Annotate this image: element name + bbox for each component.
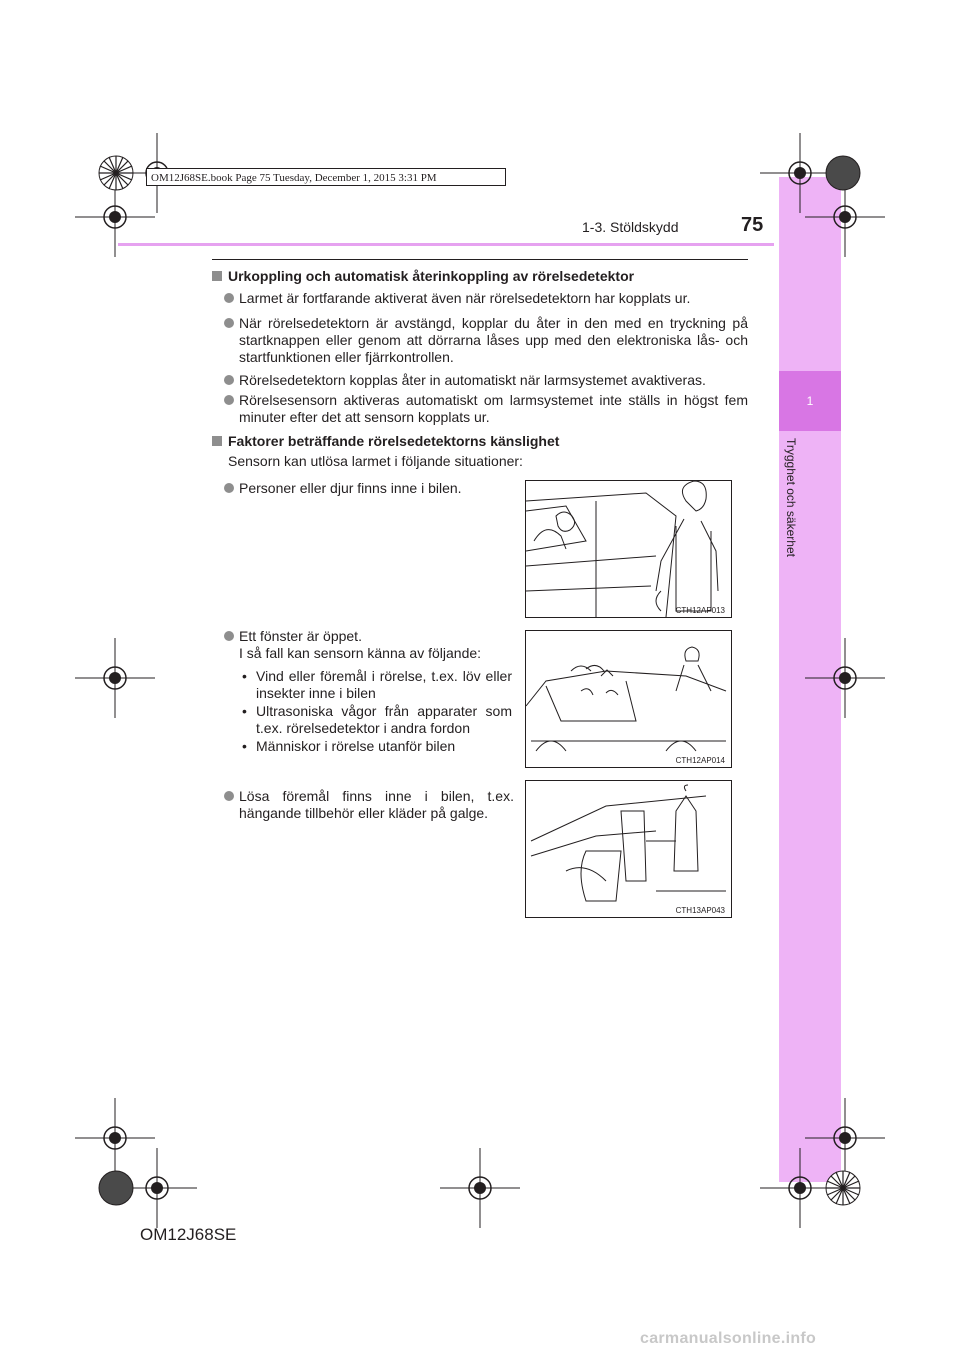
registration-mark-icon	[440, 1148, 520, 1228]
bullet-icon	[224, 293, 234, 303]
registration-mark-icon	[75, 638, 155, 718]
page-number: 75	[741, 214, 764, 236]
section-heading: Faktorer beträffande rörelsedetektorns känslighet	[212, 433, 559, 449]
bullet-icon	[224, 631, 234, 641]
section-title: 1-3. Stöldskydd	[582, 219, 679, 235]
figure-code: CTH13AP043	[675, 906, 725, 915]
print-stamp: OM12J68SE.book Page 75 Tuesday, December 1, 2015 3:31 PM	[146, 168, 506, 186]
footer-code: OM12J68SE	[140, 1225, 237, 1244]
bullet-icon	[224, 791, 234, 801]
section-heading: Urkoppling och automatisk återinkoppling av rörelsedetektor	[212, 268, 634, 284]
square-bullet-icon	[212, 271, 222, 281]
list-item: När rörelsedetektorn är avstängd, kopplar du åter in den med en tryckning på startknappen eller genom att dörrarna låses upp med den elektroniska lås- och startfunktionen eller fjärrkontrollen.	[224, 315, 748, 370]
figure-code: CTH12AP013	[675, 606, 725, 615]
list-item: Personer eller djur finns inne i bilen.	[224, 480, 514, 500]
color-bar-starburst-icon	[98, 155, 134, 191]
registration-mark-icon	[805, 638, 885, 718]
bullet-icon	[224, 375, 234, 385]
square-bullet-icon	[212, 436, 222, 446]
figure-code: CTH12AP014	[675, 756, 725, 765]
list-item: Ett fönster är öppet.	[224, 628, 514, 648]
section-intro: Sensorn kan utlösa larmet i följande situationer:	[228, 453, 523, 469]
figure-open-window	[525, 630, 732, 768]
color-bar-disc-icon	[825, 155, 861, 191]
watermark: carmanualsonline.info	[640, 1330, 817, 1347]
list-item: Rörelsedetektorn kopplas åter in automatiskt när larmsystemet avaktiveras.	[224, 372, 748, 392]
chapter-number: 1	[806, 394, 814, 408]
bullet-icon	[224, 318, 234, 328]
color-bar-starburst-icon	[825, 1170, 861, 1206]
figure-hanging-clothes	[525, 780, 732, 918]
figure-person-and-dog-in-car	[525, 480, 732, 618]
header-rule	[118, 243, 774, 246]
list-item: Rörelsesensorn aktiveras automatiskt om larmsystemet inte ställs in högst fem minuter efter det att sensorn kopplats ur.	[224, 392, 748, 432]
content-rule	[212, 259, 748, 260]
bullet-icon	[224, 483, 234, 493]
list-item: Lösa föremål finns inne i bilen, t.ex. hängande tillbehör eller kläder på galge.	[224, 788, 514, 828]
chapter-label: Trygghet och säkerhet	[784, 438, 798, 557]
color-bar-disc-icon	[98, 1170, 134, 1206]
list-item-detail: I så fall kan sensorn känna av följande:	[239, 645, 482, 661]
list-item: Larmet är fortfarande aktiverat även när rörelsedetektorn har kopplats ur.	[224, 290, 748, 310]
bullet-icon	[224, 395, 234, 405]
